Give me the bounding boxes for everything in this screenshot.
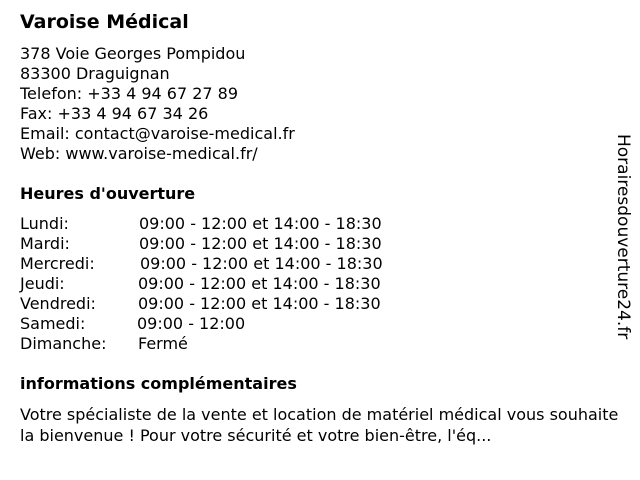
address-street: 378 Voie Georges Pompidou [20, 44, 246, 63]
address-city: 83300 Draguignan [20, 64, 170, 83]
hours-time: 09:00 - 12:00 et 14:00 - 18:30 [138, 274, 381, 293]
hours-row [20, 234, 440, 254]
hours-time: 09:00 - 12:00 et 14:00 - 18:30 [138, 294, 381, 313]
business-name: Varoise Médical [20, 11, 189, 33]
hours-row [20, 254, 440, 274]
fax-number: Fax: +33 4 94 67 34 26 [20, 104, 209, 123]
watermark-text: Horairesdouverture24.fr [613, 134, 633, 340]
hours-row [20, 294, 440, 314]
hours-day: Dimanche: [20, 334, 107, 353]
info-description: Votre spécialiste de la vente et location de matériel médical vous souhaite la bienvenue ! Pour votre sécurité et votre bien-être, l'éq... [20, 405, 619, 445]
hours-day: Vendredi: [20, 294, 96, 313]
hours-day: Mardi: [20, 234, 70, 253]
contact-block [20, 44, 295, 164]
website-address: Web: www.varoise-medical.fr/ [20, 144, 258, 163]
hours-day: Jeudi: [20, 274, 65, 293]
opening-hours-list [20, 214, 440, 354]
hours-row [20, 314, 440, 334]
hours-time: Fermé [138, 334, 188, 353]
watermark [612, 134, 634, 374]
phone-number: Telefon: +33 4 94 67 27 89 [20, 84, 239, 103]
info-heading: informations complémentaires [20, 374, 297, 393]
hours-row [20, 334, 440, 354]
email-address: Email: contact@varoise-medical.fr [20, 124, 295, 143]
hours-row [20, 214, 440, 234]
hours-day: Samedi: [20, 314, 86, 333]
hours-time: 09:00 - 12:00 et 14:00 - 18:30 [140, 254, 383, 273]
hours-heading: Heures d'ouverture [20, 184, 196, 203]
hours-time: 09:00 - 12:00 et 14:00 - 18:30 [139, 214, 382, 233]
hours-time: 09:00 - 12:00 et 14:00 - 18:30 [139, 234, 382, 253]
hours-time: 09:00 - 12:00 [137, 314, 246, 333]
hours-day: Lundi: [20, 214, 69, 233]
hours-row [20, 274, 440, 294]
hours-day: Mercredi: [20, 254, 95, 273]
